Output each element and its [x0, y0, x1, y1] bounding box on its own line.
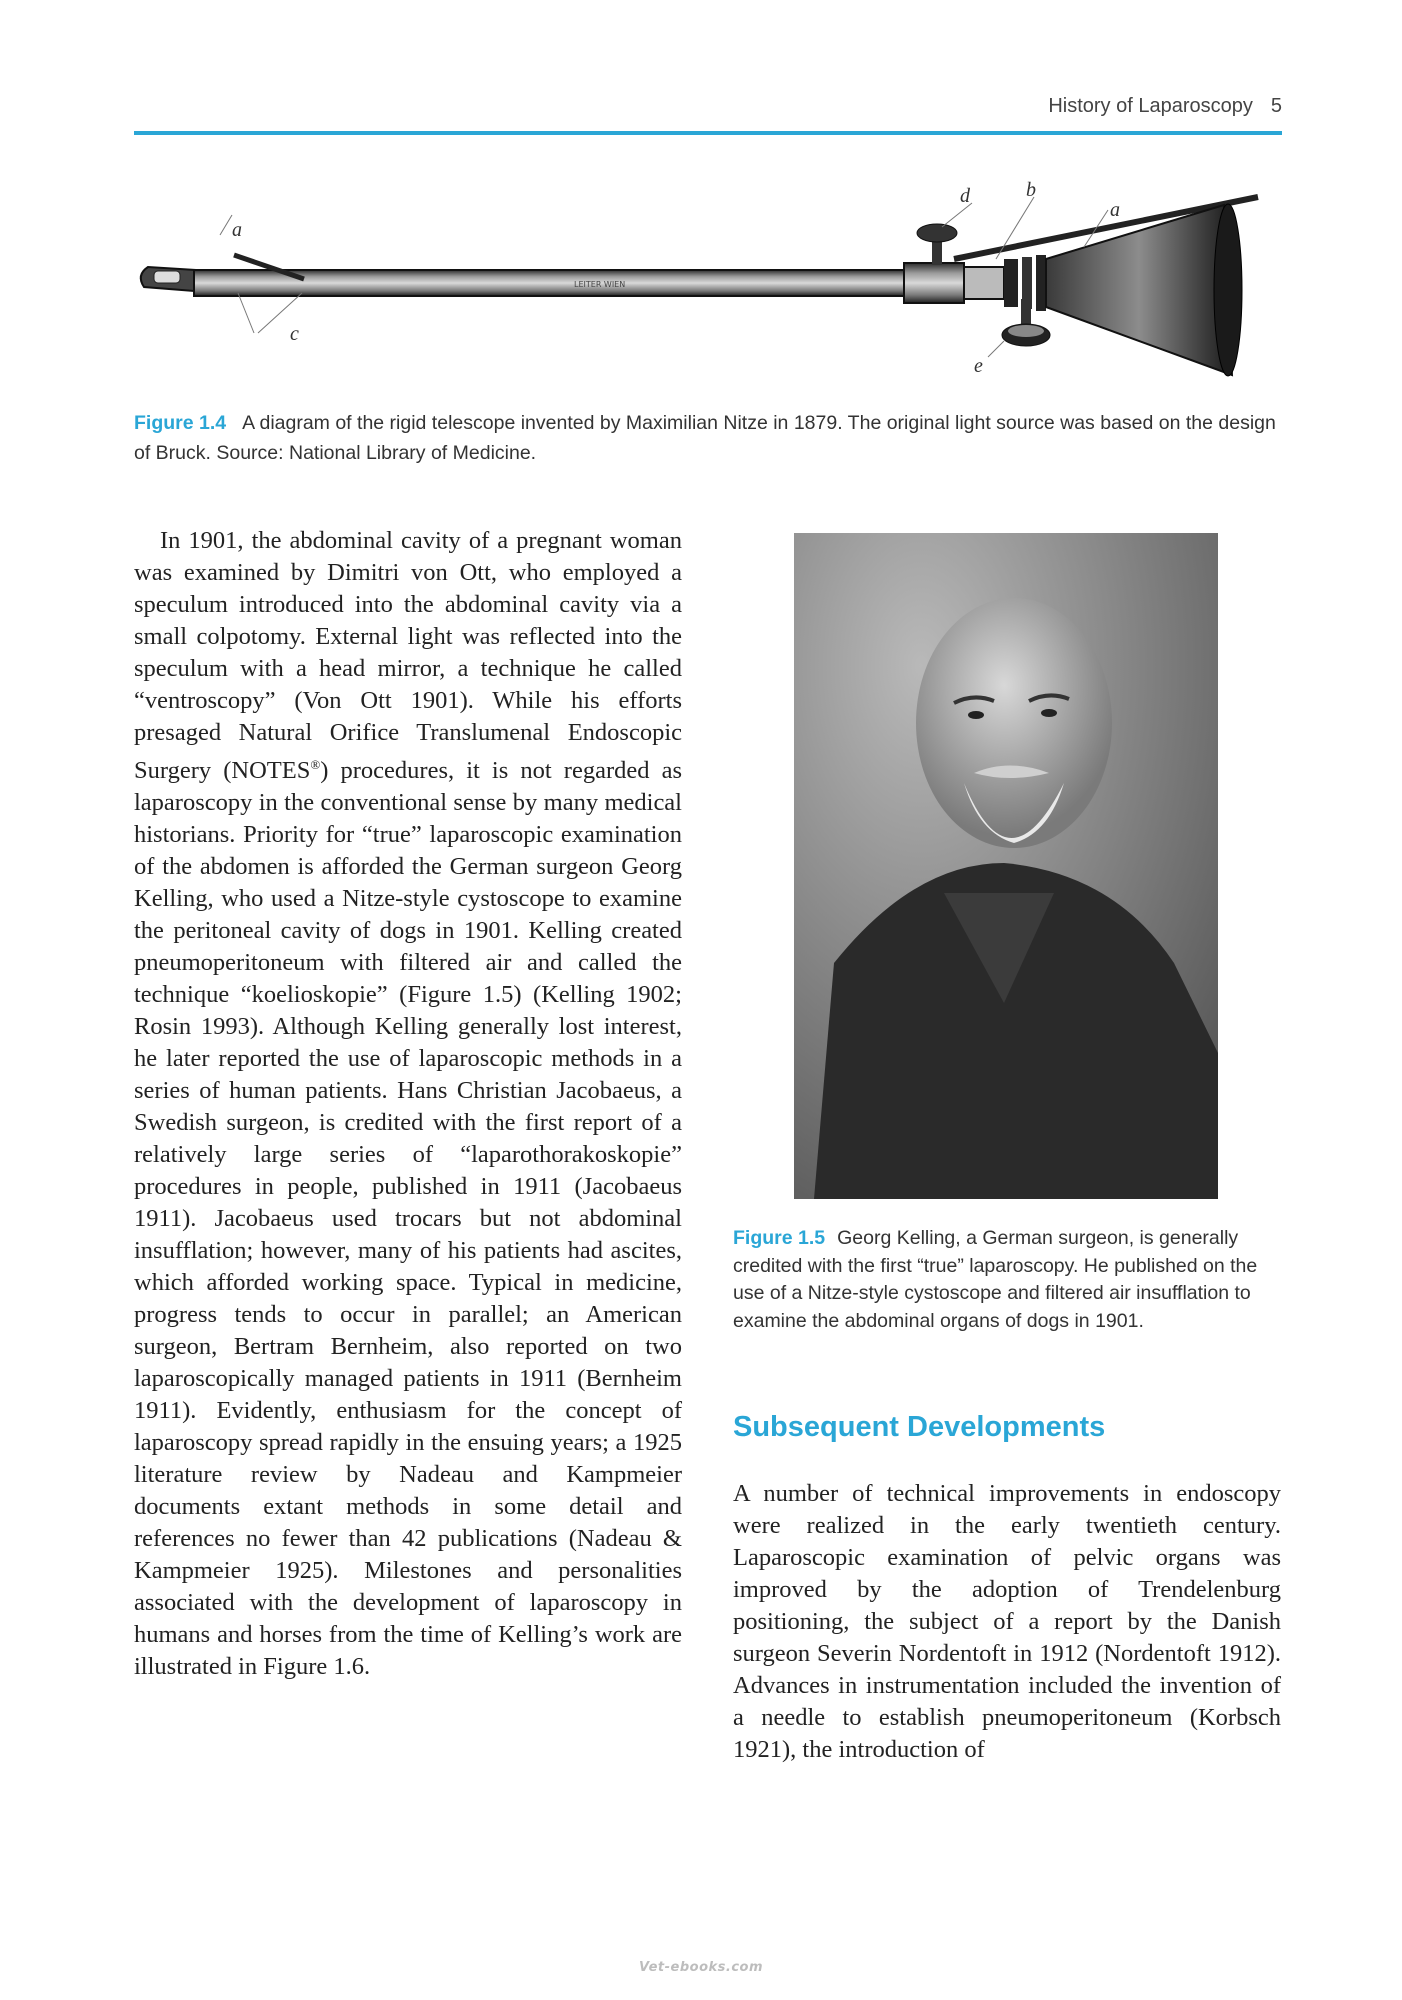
figure-1-4-illustration — [134, 175, 1282, 385]
registered-mark: ® — [310, 757, 321, 772]
figure-1-5-caption-text: Georg Kelling, a German surgeon, is generally credited with the first “true” laparoscopy. He published on the use of a Nitze-style cystoscope and filtered air insufflation to examine the abdominal organs of dogs in 1901. — [733, 1227, 1258, 1332]
portrait-image — [794, 533, 1218, 1199]
figure-label-b: b — [1026, 179, 1036, 201]
body-text-right-column — [733, 1478, 1281, 1766]
figure-label-e: e — [974, 355, 983, 377]
running-head-title: History of Laparoscopy — [1048, 95, 1253, 117]
page-number: 5 — [1270, 95, 1282, 117]
figure-1-5-caption-label: Figure 1.5 — [733, 1227, 826, 1249]
figure-1-5-portrait-photo — [794, 533, 1218, 1199]
figure-1-5-caption — [733, 1225, 1281, 1335]
figure-1-4-caption-text: A diagram of the rigid telescope invented by Maximilian Nitze in 1879. The original light source was based on the design of Bruck. Source: National Library of Medicine. — [134, 412, 1276, 464]
figure-label-c: c — [290, 323, 299, 345]
instrument-engraving: LEITER WIEN — [574, 280, 626, 289]
body-paragraph — [134, 525, 682, 1683]
figure-label-a-left: a — [232, 219, 242, 241]
body-text-left-column — [134, 525, 682, 1683]
section-paragraph: A number of technical improvements in endoscopy were realized in the early twentieth century. Laparoscopic examination of pelvic organs was improved by the adoption of Trendelenburg positioning, the subject of a report by the Danish surgeon Severin Nordentoft in 1912 (Nordentoft 1912). Advances in instrumentation included the invention of a needle to establish pneumoperitoneum (Korbsch 1921), the introduction of — [733, 1480, 1281, 1763]
figure-label-a-right: a — [1110, 199, 1120, 221]
figure-1-4-caption — [134, 408, 1284, 468]
figure-1-4-caption-label: Figure 1.4 — [134, 412, 227, 434]
section-heading: Subsequent Developments — [733, 1411, 1106, 1443]
running-head — [134, 95, 1282, 135]
body-text-part-1: In 1901, the abdominal cavity of a pregnant woman was examined by Dimitri von Ott, who employed a speculum introduced into the abdominal cavity via a small colpotomy. External light was reflected into the speculum with a head mirror, a technique he called “ventroscopy” (Von Ott 1901). While his efforts presaged Natural Orifice Translumenal Endoscopic Surgery (NOTES — [134, 527, 682, 785]
body-text-part-2: ) procedures, it is not regarded as laparoscopy in the conventional sense by many medical historians. Priority for “true” laparoscopic examination of the abdomen is afforded the German surgeon Georg Kelling, who used a Nitze-style cystoscope to examine the peritoneal cavity of dogs in 1901. Kelling created pneumoperitoneum with filtered air and called the technique “koelioskopie” (Figure 1.5) (Kelling 1902; Rosin 1993). Although Kelling generally lost interest, he later reported the use of laparoscopic methods in a series of human patients. Hans Christian Jacobaeus, a Swedish surgeon, is credited with the first report of a relatively large series of “laparothorakoskopie” procedures in people, published in 1911 (Jacobaeus 1911). Jacobaeus used trocars but not abdominal insufflation; however, many of his patients had ascites, which afforded working space. Typical in medicine, progress tends to occur in parallel; an American surgeon, Bertram Bernheim, also reported on two laparoscopically managed patients in 1911 (Bernheim 1911). Evidently, enthusiasm for the concept of laparoscopy spread rapidly in the ensuing years; a 1925 literature review by Nadeau and Kampmeier documents extant methods in some detail and references no fewer than 42 publications (Nadeau & Kampmeier 1925). Milestones and personalities associated with the development of laparoscopy in humans and horses from the time of Kelling’s work are illustrated in Figure 1.6. — [134, 757, 682, 1681]
figure-label-d: d — [960, 185, 970, 207]
watermark: Vet-ebooks.com — [638, 1960, 764, 1975]
